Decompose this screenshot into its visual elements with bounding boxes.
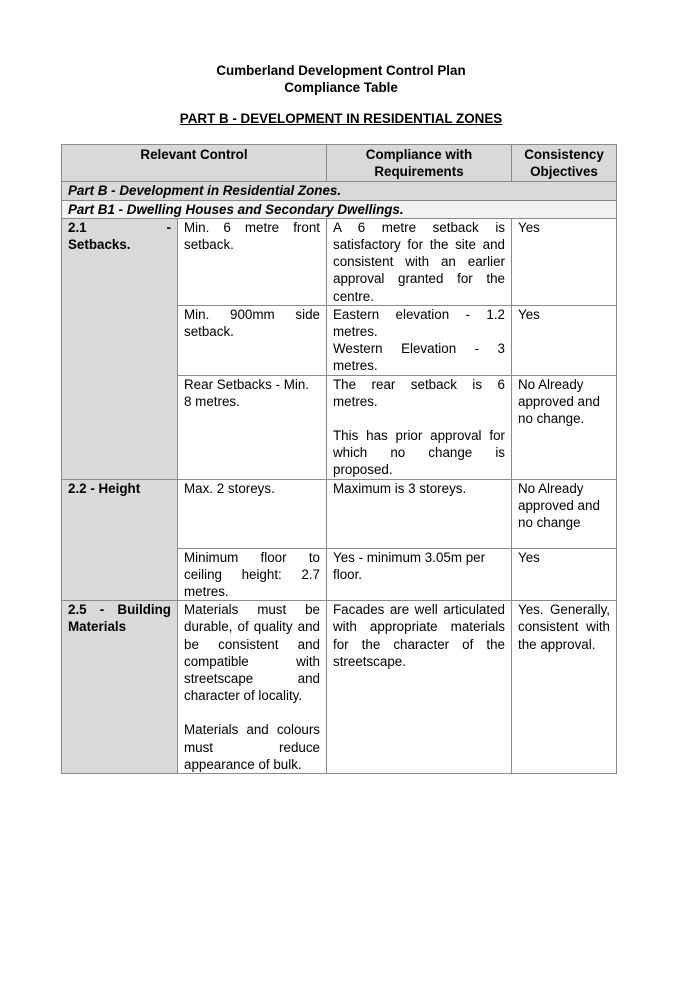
control-cell: Min. 900mm side setback.	[178, 305, 327, 375]
table-row	[62, 601, 617, 774]
compliance-cell: Facades are well articulated with appropriate materials for the character of the streetscape.	[327, 601, 512, 774]
compliance-line: The rear setback is 6 metres.	[333, 376, 505, 409]
header-relevant-control: Relevant Control	[62, 145, 327, 182]
compliance-line: Western Elevation - 3 metres.	[333, 341, 505, 374]
document-subtitle: Compliance Table	[284, 80, 398, 95]
compliance-cell: A 6 metre setback is satisfactory for the site and consistent with an earlier approval granted for the centre.	[327, 218, 512, 305]
header-consistency: Consistency Objectives	[512, 145, 617, 182]
consistency-cell: Yes	[512, 548, 617, 601]
part-b1-row	[62, 200, 617, 218]
control-cell: Minimum floor to ceiling height: 2.7 metres.	[178, 548, 327, 601]
height-label: 2.2 - Height	[62, 479, 178, 601]
control-line: Materials and colours must reduce appearance of bulk.	[184, 722, 320, 772]
consistency-cell: No Already approved and no change	[512, 479, 617, 548]
part-b-row	[62, 182, 617, 200]
setbacks-label	[62, 218, 178, 479]
compliance-cell	[327, 375, 512, 479]
consistency-cell: Yes	[512, 218, 617, 305]
document-title: Cumberland Development Control Plan	[216, 63, 466, 78]
compliance-cell	[327, 305, 512, 375]
header-compliance: Compliance with Requirements	[327, 145, 512, 182]
setbacks-text: Setbacks.	[68, 237, 131, 253]
compliance-cell: Maximum is 3 storeys.	[327, 479, 512, 548]
consistency-cell: Yes	[512, 305, 617, 375]
setbacks-number: 2.1	[68, 219, 87, 235]
section-heading: PART B - DEVELOPMENT IN RESIDENTIAL ZONES	[179, 111, 503, 126]
control-cell	[178, 601, 327, 774]
materials-label: 2.5 - Building Materials	[62, 601, 178, 774]
part-b1-heading: Part B1 - Dwelling Houses and Secondary Dwellings.	[62, 200, 617, 218]
setbacks-dash: -	[166, 219, 171, 235]
control-line: Materials must be durable, of quality and be consistent and compatible with streetscape and character of locality.	[184, 602, 320, 704]
compliance-cell: Yes - minimum 3.05m per floor.	[327, 548, 512, 601]
compliance-table	[61, 144, 617, 774]
compliance-line: Eastern elevation - 1.2 metres.	[333, 306, 505, 340]
consistency-cell: No Already approved and no change.	[512, 375, 617, 479]
control-cell: Min. 6 metre front setback.	[178, 218, 327, 305]
table-row	[62, 479, 617, 548]
table-row	[62, 218, 617, 305]
part-b-heading: Part B - Development in Residential Zones.	[62, 182, 617, 200]
consistency-cell: Yes. Generally, consistent with the approval.	[512, 601, 617, 774]
compliance-line: This has prior approval for which no change is proposed.	[333, 428, 505, 478]
table-header-row	[62, 145, 617, 182]
control-cell: Max. 2 storeys.	[178, 479, 327, 548]
control-cell: Rear Setbacks - Min. 8 metres.	[178, 375, 327, 479]
